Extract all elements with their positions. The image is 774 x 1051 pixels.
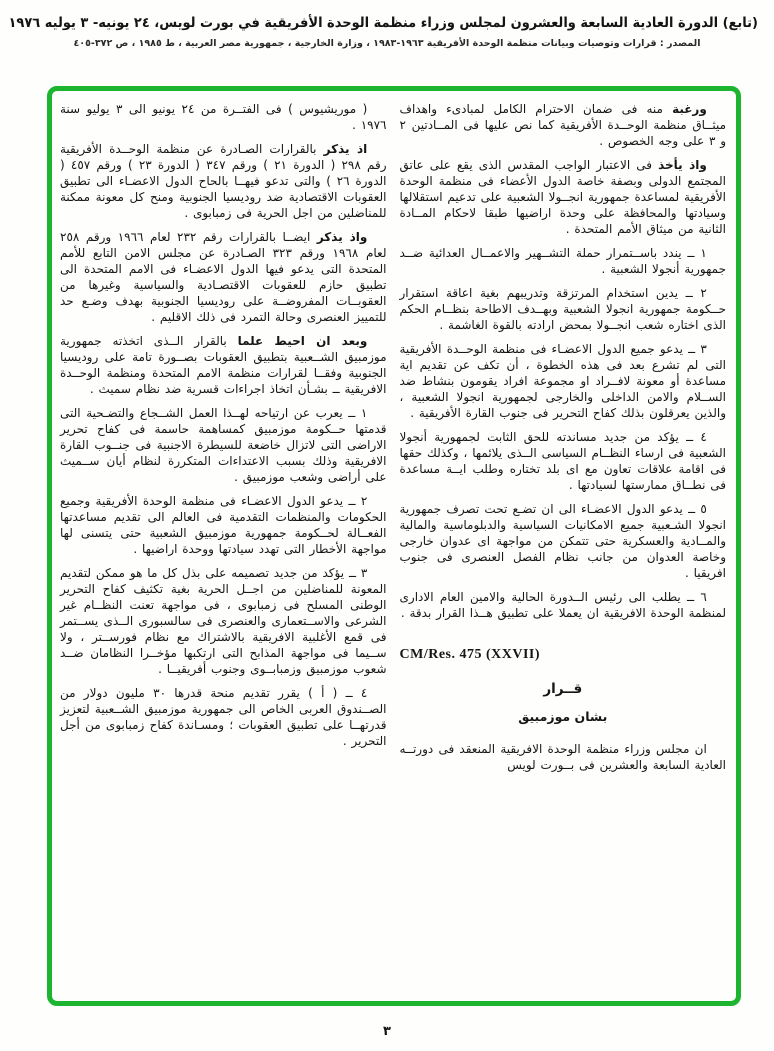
paragraph-text: ٦ ــ يطلب الى رئيس الــدورة الحالية والامين العام الادارى لمنظمة الوحدة الافريقية ان يعملا على تطبيق هــذا القرار بدقة . bbox=[399, 590, 726, 620]
paragraph-text: ( موريشيوس ) فى الفتــرة من ٢٤ يونيو الى ٣ يوليو سنة ١٩٧٦ . bbox=[60, 102, 387, 132]
paragraph-text: ٤ ــ ( أ ) يقرر تقديم منحة قدرها ٣٠ مليون دولار من الصــندوق العربى الخاص الى جمهورية موزمبيق الشــعبية لتعزيز قدرتهــا على تطبيق العقوبات ؛ ومسـاندة كفاح زمبابوى من أجل التحرير . bbox=[60, 686, 387, 748]
page-header bbox=[8, 15, 758, 49]
resolution-intro-paragraph bbox=[400, 741, 727, 773]
paragraph-text: ان مجلس وزراء منظمة الوحدة الافريقية المنعقد فى دورتــه العادية السابعة والعشرين فى بــورت لويس bbox=[399, 742, 726, 772]
paragraph bbox=[60, 565, 387, 677]
paragraph bbox=[60, 141, 387, 221]
paragraph bbox=[400, 589, 727, 621]
paragraph-text: ٣ ــ يدعو جميع الدول الاعضـاء فى منظمة الوحــدة الأفريقية التى لم تشرع بعد فى هذه الخطوة ، أن تكف عن تقديم اية مساعدة أو معونة لافــراد او مجموعة افراد يقومون بنشاط ضد الســلام والامن الداخلى والخارجى لجمهورية انجولا الشعبية ، والذين يعرقلون بذلك كفاح التحرير فى جنوب القارة الأفريقية . bbox=[399, 342, 726, 420]
paragraph-text: ٣ ــ يؤكد من جديد تصميمه على بذل كل ما هو ممكن لتقديم المعونة للمناضلين من اجــل الحرية بغية تكثيف كفاح التحرير الوطنى المسلح فى زمبابوى ، فى مواجهة تعنت النظــام غير الشرعى والاســتعمارى والعنصرى فى سالسبورى الــذى يســتمر فى قمع الأغلبية الافريقية بالاشتراك مع نظام فورســتر ، ولا ســيما فى مواجهة المذابح التى ارتكبها مؤخــرا النظامان ضــد شعوب موزمبيق وزمبابــوى وجنوب أفريقيــا . bbox=[60, 566, 387, 676]
paragraph-lead: واذ يأخذ bbox=[658, 158, 707, 172]
column-left bbox=[60, 101, 387, 993]
paragraph-text: ايضــا بالقرارات رقم ٢٣٢ لعام ١٩٦٦ ورقم ٢٥٨ لعام ١٩٦٨ ورقم ٣٢٣ الصـادرة عن مجلس الامن التابع للأمم المتحدة التى يدعو فيها الدول الاعضـاء فى الامم المتحدة الى تطبيق حازم للعقوبات الاقتصـادية والسياسية وغيرها من العقوبــات المفروضــة على روديسيا الجنوبية بهدف وضـع حد للتمييز العنصرى وحالة التمرد فى ذلك الاقليم . bbox=[60, 230, 387, 324]
paragraph bbox=[400, 341, 727, 421]
paragraph-text: بالقرارات الصـادرة عن منظمة الوحــدة الأفريقية رقم ٢٩٨ ( الدورة ٢١ ) ورقم ٣٤٧ ( الدورة ٢٣ ) ورقم ٤٥٧ ( الدورة ٢٦ ) والتى تدعو فيهــا بالحاح الدول الاعضـاء الى تطبيق العقوبات الاقتصادية ضد روديسيا الجنوبية ومنح كل معونة ممكنة للمناضلين من اجل الحرية فى زمبابوى . bbox=[60, 142, 387, 220]
paragraph-text: ٥ ــ يدعو الدول الاعضـاء الى ان تضـع تحت تصرف جمهورية انجولا الشـعبية جميع الامكانيات السياسية والدبلوماسية والمالية والمــادية والعسكرية حتى تتمكن من مواجهة اى عدوان خارجى وخاصة العدوان من جانب نظام الفصل العنصرى فى جنوب افريقيا . bbox=[399, 502, 726, 580]
paragraph bbox=[400, 245, 727, 277]
resolution-title: قــرار bbox=[543, 681, 583, 697]
green-highlight-frame bbox=[47, 86, 741, 1006]
paragraph bbox=[400, 101, 727, 149]
column-right bbox=[400, 101, 727, 993]
paragraph-text: بالقرار الــذى اتخذته جمهورية موزمبيق الشــعبية بتطبيق العقوبات بصــورة تامة على روديسيا الجنوبية وفقــا لقرارات منظمة الامم المتحدة ومنظمة الوحــدة الافريقية ــ بشـأن اتخاذ اجراءات قسرية ضد نظام سميث . bbox=[60, 334, 387, 396]
paragraph-lead: ورغبة bbox=[672, 102, 707, 116]
paragraph-lead: واذ يذكر bbox=[316, 230, 368, 244]
paragraph bbox=[400, 501, 727, 581]
paragraph bbox=[60, 685, 387, 749]
paragraph bbox=[400, 157, 727, 237]
paragraph bbox=[60, 405, 387, 485]
paragraph bbox=[60, 493, 387, 557]
page-number: ٣ bbox=[383, 1024, 391, 1039]
header-source-citation: المصدر : قرارات وتوصيات وبيانات منظمة الوحدة الأفريقية ١٩٦٣-١٩٨٣ ، وزارة الخارجية ، جمهورية مصر العربية ، ط ١٩٨٥ ، ص ٣٧٢-٤٠٥ bbox=[73, 38, 701, 49]
paragraph-text: ٢ ــ يدين استخدام المرتزقة وتدريبهم بغية اعاقة استقرار حــكومة جمهورية انجولا الشعبية وبهــدف الاطاحة بنظــام الحكم الذى اختاره شعب انجــولا بمحض ارادته بالقوة الغاشمة . bbox=[399, 286, 726, 332]
header-session-title: (تابع) الدورة العادية السابعة والعشرون لمجلس وزراء منظمة الوحدة الأفريقية في بورت لويس، ٢٤ يونيه- ٣ يوليه ١٩٧٦ bbox=[8, 15, 758, 32]
resolution-reference: CM/Res. 475 (XXVII) bbox=[399, 647, 541, 662]
paragraph-lead: وبعد ان احيط علما bbox=[237, 334, 368, 348]
paragraph bbox=[60, 101, 387, 133]
paragraph bbox=[60, 229, 387, 325]
paragraph-text: ١ ــ يعرب عن ارتياحه لهــذا العمل الشــجاع والتضـحية التى قدمتها حــكومة موزمبيق كمساهمة حاسمة فى كفاح تحرير الاراضى التى لاتزال خاضعة للسيطرة الاجنبية فى جنــوب القارة الافريقية وذلك بسبب الاعتداءات المتكررة لنظام أيان ســميث على أراضى وشعب موزمبيق . bbox=[60, 406, 387, 484]
paragraph-text: ١ ــ يندد باســتمرار حملة التشــهير والاعمــال العدائية ضــد جمهورية أنجولا الشعبية . bbox=[399, 246, 726, 276]
resolution-subtitle: بشان موزمبيق bbox=[518, 709, 608, 724]
paragraph bbox=[400, 285, 727, 333]
paragraph-text: ٤ ــ يؤكد من جديد مساندته للحق الثابت لجمهورية أنجولا الشعبية فى ارساء النظــام السياسى الــذى يلائمها ، وكذلك حقها فى اقامة علاقات تعاون مع اى بلد تختاره وطلب ايــة مساعدة فى نطــاق ممارستها لسيادتها . bbox=[399, 430, 726, 492]
paragraph-text: فى الاعتبار الواجب المقدس الذى يقع على عاتق المجتمع الدولى وبصفة خاصة الدول الأعضاء فى منظمة الوحدة الأفريقية لمساعدة جمهورية انجــولا الشعبية على تدعيم استقلالها وسيادتها والمحافظة على وحدة اراضيها طبقا لاحكام المــادة الثانية من ميثاق الأمم المتحدة . bbox=[399, 158, 726, 236]
paragraph-text: ٢ ــ يدعو الدول الاعضـاء فى منظمة الوحدة الأفريقية وجميع الحكومات والمنظمات التقدمية فى العالم الى تقديم مساعدتها الفعــالة لحــكومة جمهورية موزمبيق الشعبية حتى يتسنى لها مواجهة الأخطار التى تهدد سيادتها ووحدة اراضيها . bbox=[60, 494, 387, 556]
paragraph-lead: اذ يذكر bbox=[323, 142, 368, 156]
paragraph bbox=[400, 429, 727, 493]
paragraph bbox=[60, 333, 387, 397]
paragraph-text: منه فى ضمان الاحترام الكامل لمبادىء واهداف ميثــاق منظمة الوحــدة الأفريقية كما نص عليها فى المــادتين ٢ و ٣ على وجه الخصوص . bbox=[399, 102, 726, 148]
document-body bbox=[52, 91, 736, 1001]
